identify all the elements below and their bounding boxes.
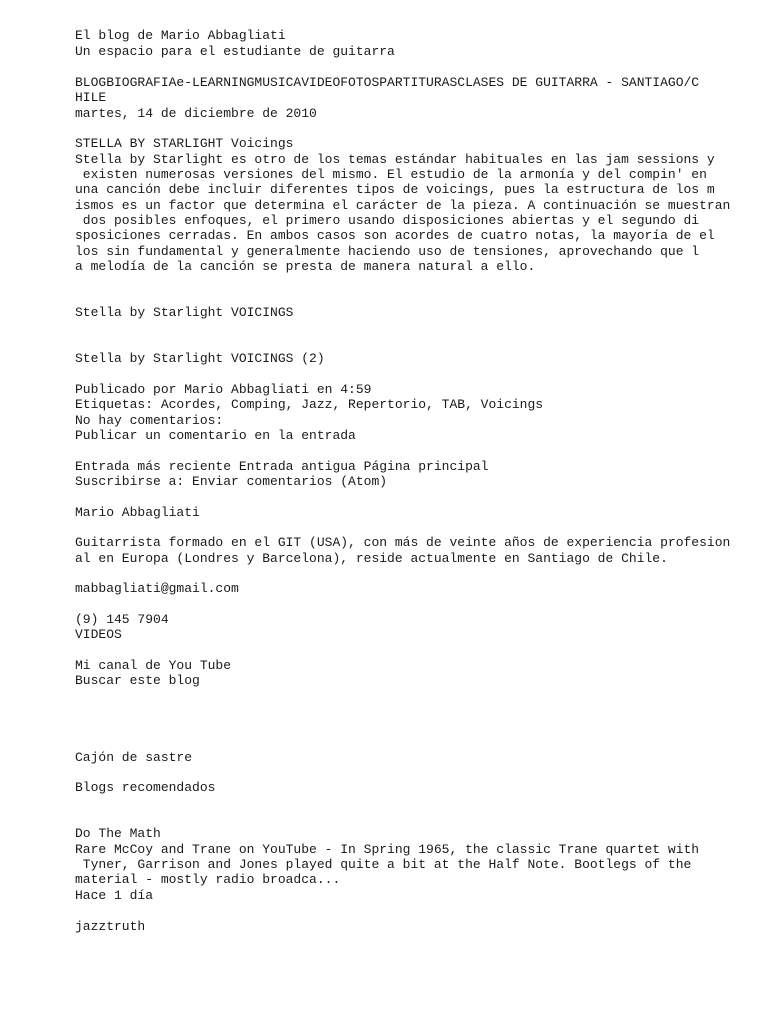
recommended-blogs-heading: Blogs recomendados [75, 780, 216, 795]
contact-phone: (9) 145 7904 [75, 612, 169, 627]
videos-heading: VIDEOS [75, 627, 122, 642]
recommended-blog-snippet: Tyner, Garrison and Jones played quite a bit at the Half Note. Bootlegs of the [75, 857, 692, 872]
blog-pager[interactable]: Entrada más reciente Entrada antigua Página principal [75, 459, 489, 474]
youtube-channel-link[interactable]: Mi canal de You Tube [75, 658, 232, 673]
recommended-blog-name[interactable]: Do The Math [75, 826, 161, 841]
recommended-blog-time: Hace 1 día [75, 888, 154, 903]
post-body-line: existen numerosas versiones del mismo. El estudio de la armonía y del compin' en [75, 167, 707, 182]
nav-menu-continued[interactable]: HILE [75, 90, 107, 105]
post-author[interactable]: Publicado por Mario Abbagliati en 4:59 [75, 382, 372, 397]
contact-email[interactable]: mabbagliati@gmail.com [75, 581, 239, 596]
image-caption-voicings[interactable]: Stella by Starlight VOICINGS [75, 305, 294, 320]
post-body-line: sposiciones cerradas. En ambos casos son acordes de cuatro notas, la mayoría de el [75, 228, 715, 243]
profile-name[interactable]: Mario Abbagliati [75, 505, 200, 520]
post-body-line: a melodía de la canción se presta de manera natural a ello. [75, 259, 536, 274]
post-body-line: una canción debe incluir diferentes tipos de voicings, pues la estructura de los m [75, 182, 715, 197]
blog-subtitle: Un espacio para el estudiante de guitarra [75, 44, 395, 59]
profile-bio-continued: al en Europa (Londres y Barcelona), reside actualmente en Santiago de Chile. [75, 551, 668, 566]
post-body-line: dos posibles enfoques, el primero usando disposiciones abiertas y el segundo di [75, 213, 700, 228]
recommended-blog-name[interactable]: jazztruth [75, 919, 146, 934]
post-comment-link[interactable]: Publicar un comentario en la entrada [75, 428, 356, 443]
image-caption-voicings-2[interactable]: Stella by Starlight VOICINGS (2) [75, 351, 325, 366]
post-body-line: los sin fundamental y generalmente haciendo uso de tensiones, aprovechando que l [75, 244, 700, 259]
cajon-de-sastre-heading: Cajón de sastre [75, 750, 193, 765]
post-body-line: ismos es un factor que determina el carácter de la pieza. A continuación se muestran [75, 198, 731, 213]
post-tags[interactable]: Etiquetas: Acordes, Comping, Jazz, Repertorio, TAB, Voicings [75, 397, 544, 412]
post-date: martes, 14 de diciembre de 2010 [75, 106, 317, 121]
post-body-line: Stella by Starlight es otro de los temas estándar habituales en las jam sessions y [75, 152, 715, 167]
search-blog-heading: Buscar este blog [75, 673, 200, 688]
nav-menu[interactable]: BLOGBIOGRAFIAe-LEARNINGMUSICAVIDEOFOTOSPARTITURASCLASES DE GUITARRA - SANTIAGO/C [75, 75, 700, 90]
comments-count[interactable]: No hay comentarios: [75, 413, 224, 428]
recommended-blog-snippet[interactable]: Rare McCoy and Trane on YouTube - In Spring 1965, the classic Trane quartet with [75, 842, 700, 857]
subscribe-link[interactable]: Suscribirse a: Enviar comentarios (Atom) [75, 474, 388, 489]
post-title[interactable]: STELLA BY STARLIGHT Voicings [75, 136, 294, 151]
recommended-blog-snippet: material - mostly radio broadca... [75, 872, 341, 887]
profile-bio: Guitarrista formado en el GIT (USA), con más de veinte años de experiencia profesion [75, 535, 731, 550]
blog-title[interactable]: El blog de Mario Abbagliati [75, 28, 286, 43]
